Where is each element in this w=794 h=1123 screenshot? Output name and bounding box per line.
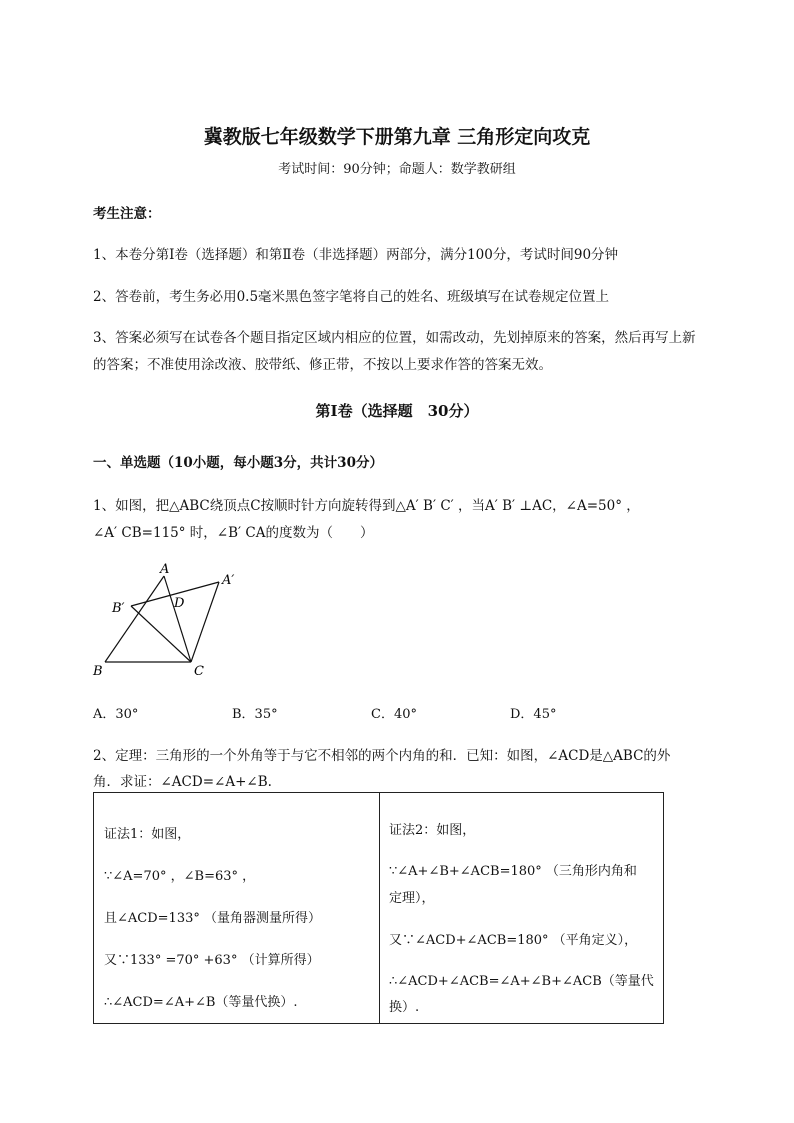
notice-item-1: 1、本卷分第I卷（选择题）和第Ⅱ卷（非选择题）两部分，满分100分，考试时间90分钟: [93, 247, 619, 263]
part-heading: 一、单选题（10小题，每小题3分，共计30分）: [93, 455, 383, 471]
proof2-line: 换）.: [389, 1000, 420, 1015]
proof1-line: ∵∠A=70° ，∠B=63° ，: [104, 869, 256, 884]
proof2-line: ∴∠ACD+∠ACB=∠A+∠B+∠ACB（等量代: [389, 974, 654, 989]
q2-text-line2: 角．求证：∠ACD=∠A+∠B.: [93, 774, 272, 790]
notice-item-2: 2、答卷前，考生务必用0.5毫米黑色签字笔将自己的姓名、班级填写在试卷规定位置上: [93, 289, 610, 305]
label-c: C: [194, 664, 204, 679]
label-b-prime: B′: [112, 601, 125, 616]
notice-item-3-cont: 的答案；不准使用涂改液、胶带纸、修正带，不按以上要求作答的答案无效。: [93, 357, 552, 373]
q1-options: [93, 703, 693, 722]
proof-cell-2: [380, 793, 664, 1024]
section-title: 第I卷（选择题 30分）: [315, 402, 479, 420]
option-b[interactable]: B．35°: [232, 707, 278, 722]
segment-a2c: [191, 582, 219, 662]
q2-text-line1: 2、定理：三角形的一个外角等于与它不相邻的两个内角的和．已知：如图，∠ACD是△ABC的外: [93, 748, 671, 764]
q1-rotation-figure: [90, 560, 250, 685]
proof1-line: 又∵133° =70° +63° （计算所得）: [104, 953, 320, 968]
proof-cell-1: [94, 793, 380, 1024]
notice-heading: 考生注意：: [93, 206, 161, 222]
page-title: 冀教版七年级数学下册第九章 三角形定向攻克: [203, 126, 591, 148]
proof1-line: 证法1：如图，: [104, 827, 191, 842]
proof-table: [93, 792, 664, 1024]
option-a[interactable]: A．30°: [93, 707, 139, 722]
label-a: A: [160, 562, 170, 577]
proof1-line: 且∠ACD=133° （量角器测量所得）: [104, 911, 321, 926]
q1-text-line1: 1、如图，把△ABC绕顶点C按顺时针方向旋转得到△A′ B′ C′ ，当A′ B′ ⊥AC，∠A=50° ，: [93, 498, 640, 514]
proof1-line: ∴∠ACD=∠A+∠B（等量代换）.: [104, 995, 298, 1010]
label-a-prime: A′: [222, 573, 235, 588]
segment-ba: [105, 576, 164, 662]
option-d[interactable]: D．45°: [510, 707, 557, 722]
proof2-line: 定理），: [389, 891, 435, 906]
option-c[interactable]: C．40°: [371, 707, 417, 722]
q1-text-line2: ∠A′ CB=115° 时，∠B′ CA的度数为（ ）: [93, 525, 374, 541]
proof2-line: 又∵∠ACD+∠ACB=180° （平角定义），: [389, 933, 638, 948]
proof2-line: 证法2：如图，: [389, 823, 476, 838]
label-d: D: [174, 596, 185, 611]
label-b: B: [93, 664, 103, 679]
exam-info: 考试时间：90分钟；命题人：数学教研组: [278, 162, 516, 177]
notice-item-3: 3、答案必须写在试卷各个题目指定区域内相应的位置，如需改动，先划掉原来的答案，然后再写上新: [93, 330, 696, 346]
proof2-line: ∵∠A+∠B+∠ACB=180° （三角形内角和: [389, 864, 637, 879]
